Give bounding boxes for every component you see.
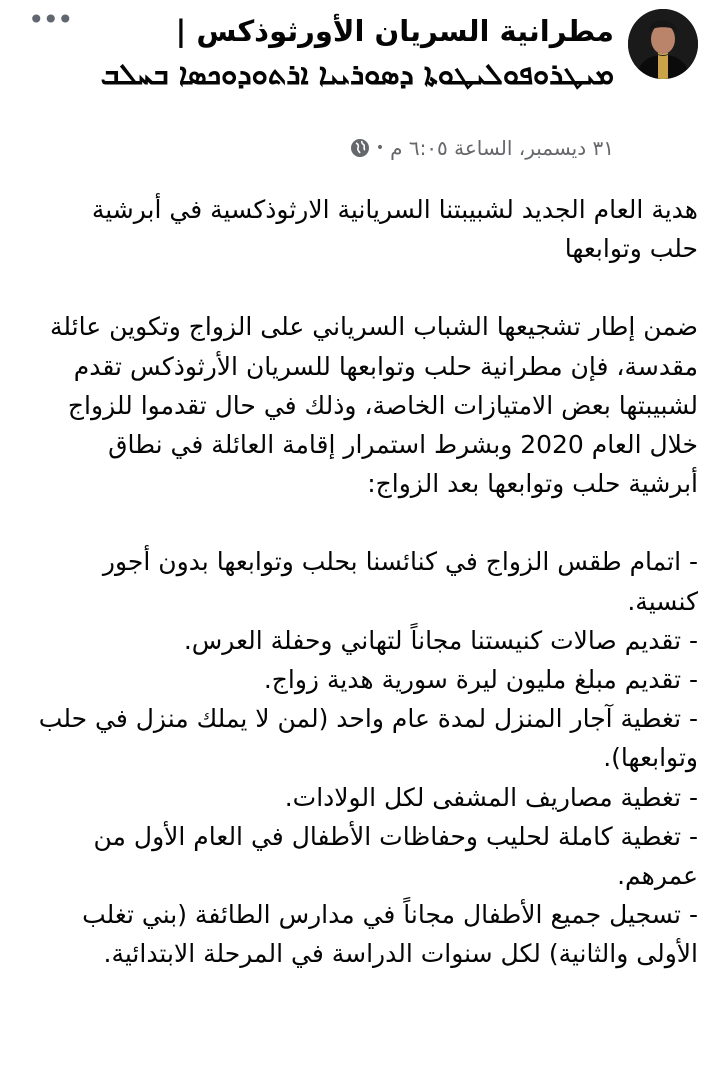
post-date[interactable]: ٣١ ديسمبر، الساعة ٦:٠٥ م bbox=[390, 136, 614, 160]
more-options-button[interactable]: ••• bbox=[28, 3, 72, 36]
post-intro-line: لشبيبتها بعض الامتيازات الخاصة، وذلك في حال تقدموا للزواج bbox=[67, 390, 698, 420]
benefit-line: - تغطية مصاريف المشفى لكل الولادات. bbox=[284, 782, 698, 812]
meta-separator: • bbox=[375, 140, 385, 156]
post-intro-line: أبرشية حلب وتوابعها بعد الزواج: bbox=[367, 469, 698, 499]
post-title-line: هدية العام الجديد لشبيبتنا السريانية الارثوذكسية في أبرشية bbox=[91, 195, 698, 224]
post-title-line: حلب وتوابعها bbox=[564, 234, 698, 264]
benefit-line: - تقديم صالات كنيستنا مجاناً لتهاني وحفلة العرس. bbox=[183, 625, 698, 655]
benefit-line: وتوابعها). bbox=[603, 743, 698, 773]
post-intro-line: ضمن إطار تشجيعها الشباب السرياني على الزواج وتكوين عائلة bbox=[49, 312, 698, 342]
benefit-line: عمرهم. bbox=[617, 861, 698, 891]
benefit-line: - تقديم مبلغ مليون ليرة سورية هدية زواج. bbox=[263, 665, 698, 695]
benefit-line: - اتمام طقس الزواج في كنائسنا بحلب وتوابعها بدون أجور bbox=[102, 547, 698, 577]
post-intro-line: مقدسة، فإن مطرانية حلب وتوابعها للسريان الأرثوذكس تقدم bbox=[73, 351, 698, 381]
post-text bbox=[18, 190, 698, 974]
page-name-arabic: مطرانية السريان الأورثوذكس | bbox=[175, 14, 614, 48]
benefit-line: الأولى والثانية) لكل سنوات الدراسة في المرحلة الابتدائية. bbox=[103, 939, 698, 969]
benefit-line: - تسجيل جميع الأطفال مجاناً في مدارس الطائفة (بني تغلب bbox=[82, 900, 698, 930]
globe-icon[interactable] bbox=[350, 138, 370, 158]
post-intro-line: خلال العام 2020 وبشرط استمرار إقامة العائلة في نطاق bbox=[108, 430, 698, 460]
benefit-line: - تغطية آجار المنزل لمدة عام واحد (لمن لا يملك منزل في حلب bbox=[38, 704, 698, 734]
benefit-line: كنسية. bbox=[627, 586, 698, 616]
avatar-image bbox=[628, 9, 698, 79]
post-header bbox=[0, 0, 720, 175]
page-name-link[interactable] bbox=[54, 10, 614, 96]
paragraph-gap bbox=[18, 503, 698, 542]
page-name-syriac: ܡܝܛܪܘܦܘܠܝܛܘܬܐ ܕܣܘܪܝܝܐ ܐܪܬܘܕܘܟܣܐ ܒܚܠܒ bbox=[100, 57, 614, 91]
profile-avatar[interactable] bbox=[628, 9, 698, 79]
post-meta bbox=[350, 136, 614, 160]
benefit-line: - تغطية كاملة لحليب وحفاظات الأطفال في العام الأول من bbox=[93, 821, 698, 851]
paragraph-gap bbox=[18, 268, 698, 307]
